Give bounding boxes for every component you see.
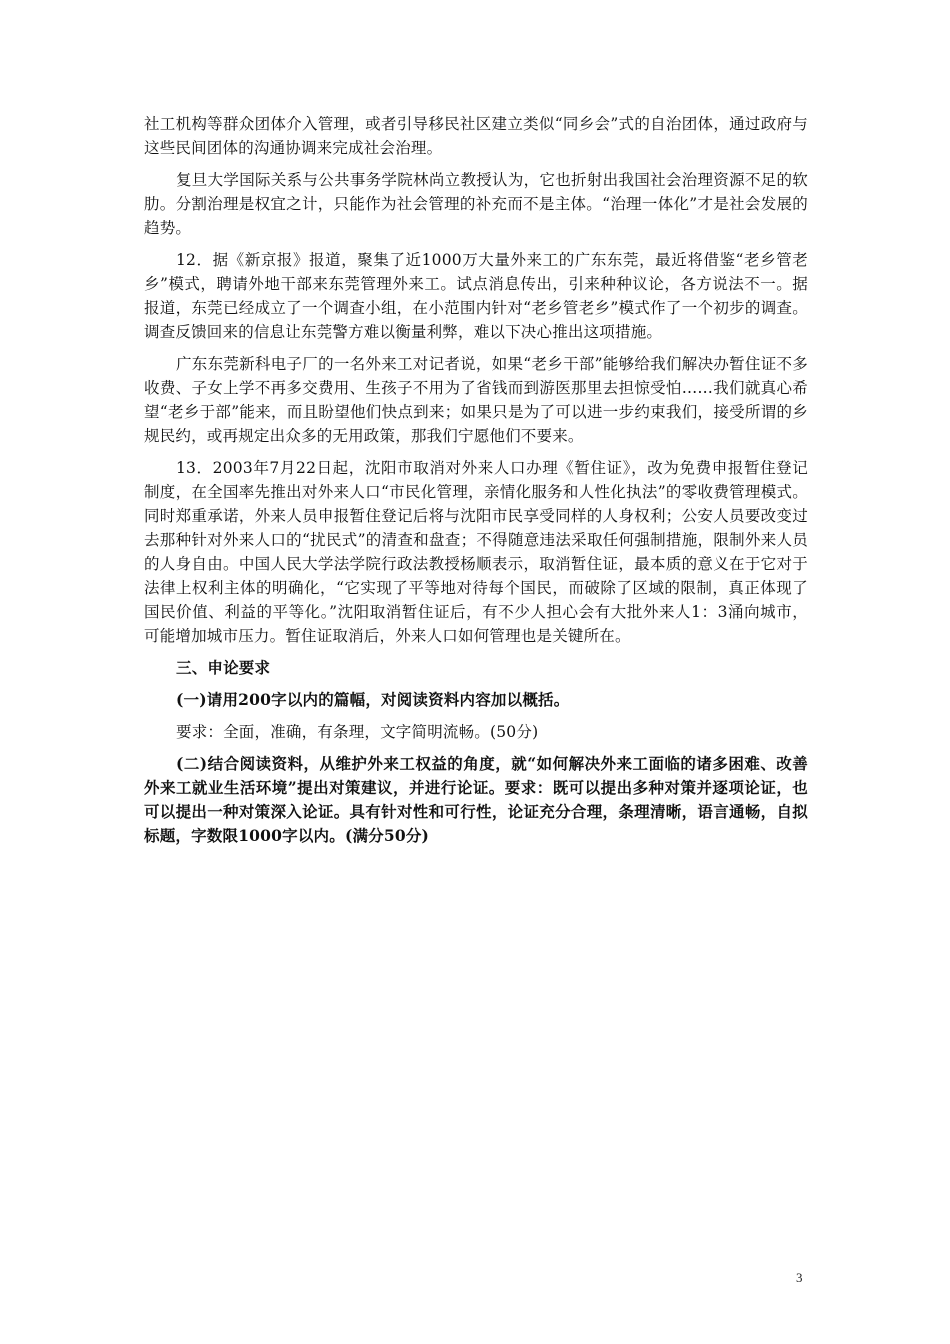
paragraph-continuation: 社工机构等群众团体介入管理，或者引导移民社区建立类似“同乡会”式的自治团体，通过政府与这些民间团体的沟通协调来完成社会治理。 bbox=[144, 115, 808, 157]
paragraph-item-13: 13．2003年7月22日起，沈阳市取消对外来人口办理《暂住证》，改为免费申报暂住登记制度，在全国率先推出对外来人口“市民化管理，亲情化服务和人性化执法”的零收费管理模式。同时郑重承诺，外来人员申报暂住登记后将与沈阳市民享受同样的人身权利；公安人员要改变过去那种针对外来人口的“扰民式”的清查和盘查；不得随意违法采取任何强制措施，限制外来人员的人身自由。中国人民大学法学院行政法教授杨顺表示，取消暂住证，最本质的意义在于它对于法律上权利主体的明确化，“它实现了平等地对待每个国民，而破除了区域的限制，真正体现了国民价值、利益的平等化。”沈阳取消暂住证后，有不少人担心会有大批外来人1：3涌向城市，可能增加城市压力。暂住证取消后，外来人口如何管理也是关键所在。 bbox=[144, 459, 808, 645]
paragraph-fudan-professor: 复旦大学国际关系与公共事务学院林尚立教授认为，它也折射出我国社会治理资源不足的软肋。分割治理是权宜之计，只能作为社会管理的补充而不是主体。“治理一体化”才是社会发展的趋势。 bbox=[144, 171, 808, 237]
section-heading: 三、申论要求 bbox=[176, 658, 271, 677]
document-page bbox=[144, 112, 808, 856]
task-1: (一)请用200字以内的篇幅，对阅读资料内容加以概括。 bbox=[176, 690, 570, 709]
paragraph-item-12: 12．据《新京报》报道，聚集了近1000万大量外来工的广东东莞，最近将借鉴“老乡管老乡”模式，聘请外地干部来东莞管理外来工。试点消息传出，引来种种议论，各方说法不一。据报道，东莞已经成立了一个调查小组，在小范围内针对“老乡管老乡”模式作了一个初步的调查。调查反馈回来的信息让东莞警方难以衡量利弊，难以下决心推出这项措施。 bbox=[144, 251, 808, 341]
page-number: 3 bbox=[796, 1270, 803, 1285]
paragraph-worker-quote: 广东东莞新科电子厂的一名外来工对记者说，如果“老乡干部”能够给我们解决办暂住证不多收费、子女上学不再多交费用、生孩子不用为了省钱而到游医那里去担惊受怕……我们就真心希望“老乡于部”能来，而且盼望他们快点到来；如果只是为了可以进一步约束我们，接受所谓的乡规民约，或再规定出众多的无用政策，那我们宁愿他们不要来。 bbox=[144, 355, 808, 445]
task-2: (二)结合阅读资料，从维护外来工权益的角度，就“如何解决外来工面临的诸多困难、改善外来工就业生活环境”提出对策建议，并进行论证。要求：既可以提出多种对策并逐项论证，也可以提出一种对策深入论证。具有针对性和可行性，论证充分合理，条理清晰，语言通畅，自拟标题，字数限1000字以内。(满分50分) bbox=[144, 754, 808, 845]
task-1-requirement: 要求：全面，准确，有条理，文字简明流畅。(50分) bbox=[176, 723, 539, 741]
